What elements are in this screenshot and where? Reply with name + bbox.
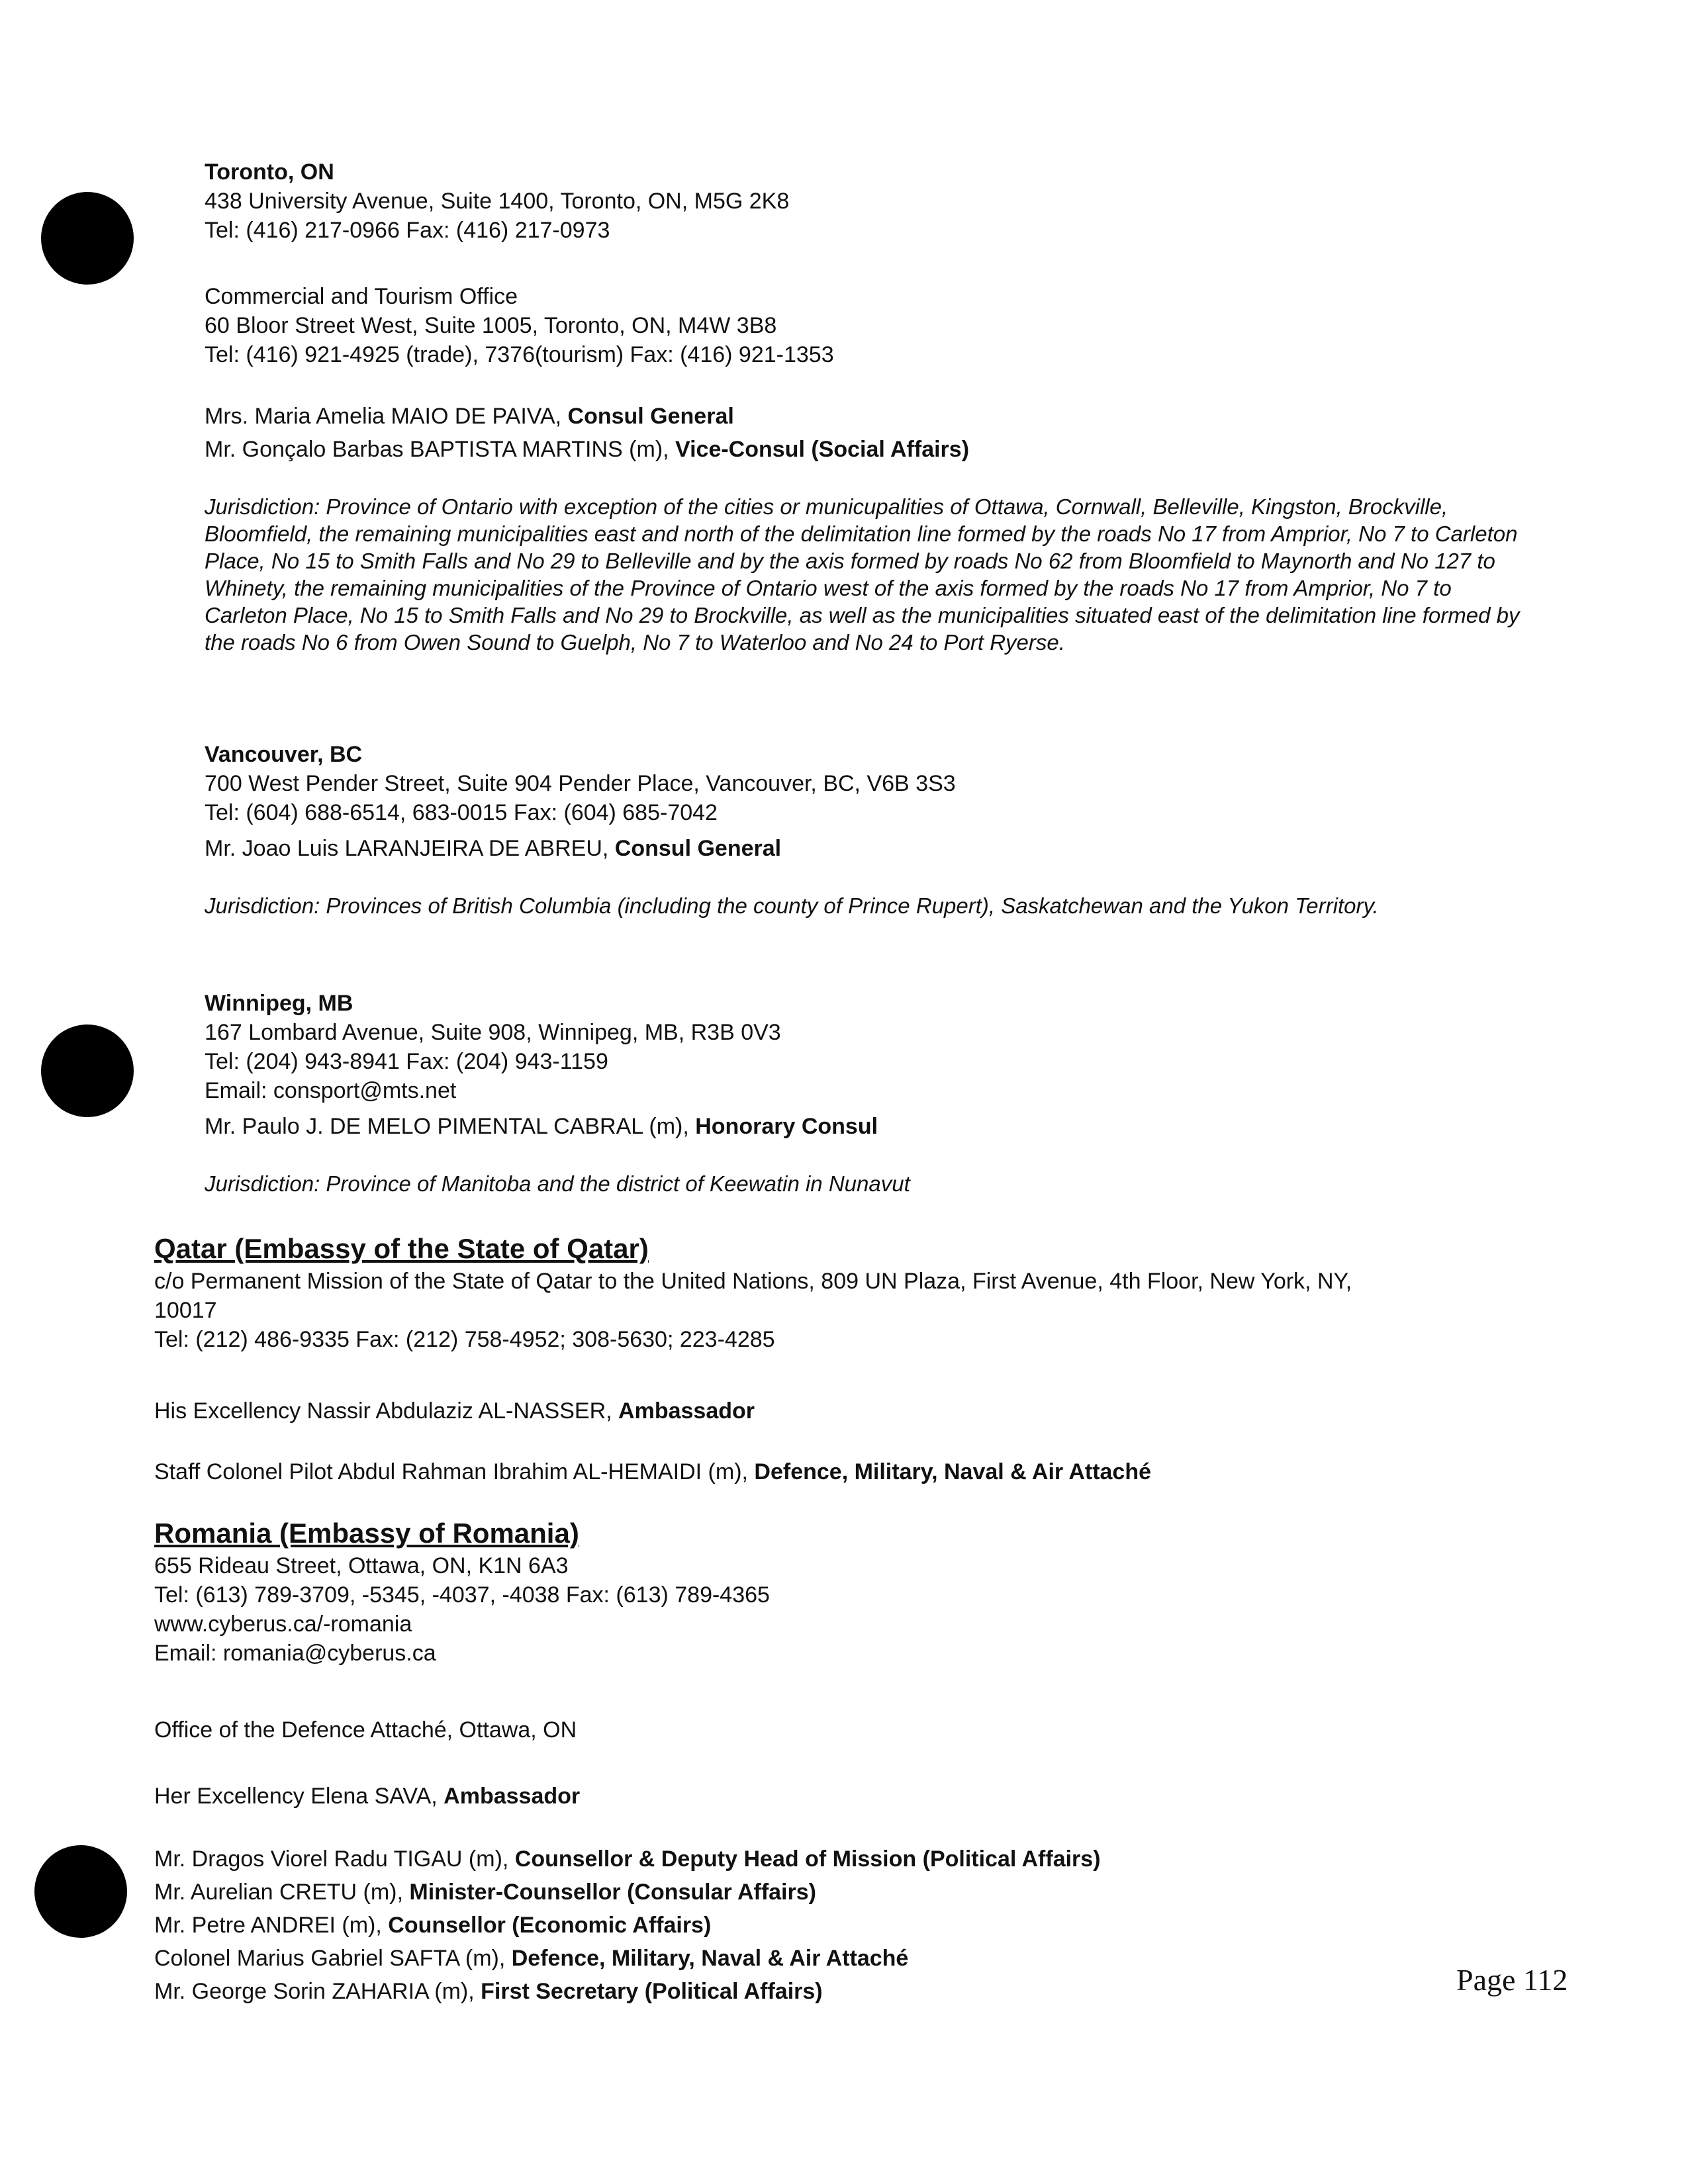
staff-entry	[154, 1975, 1101, 2008]
staff-entry	[205, 1112, 878, 1141]
consulate-address: 438 University Avenue, Suite 1400, Toronto, ON, M5G 2K8	[205, 189, 790, 214]
toronto-consulate	[205, 158, 789, 245]
winnipeg-consulate	[205, 989, 781, 1105]
staff-entry	[154, 1843, 1101, 1876]
consulate-city: Winnipeg, MB	[205, 991, 353, 1016]
qatar-attache	[154, 1457, 1151, 1486]
staff-entry	[154, 1396, 755, 1426]
toronto-commercial-office	[205, 282, 834, 369]
staff-title: Minister-Counsellor (Consular Affairs)	[409, 1880, 816, 1905]
consulate-email: Email: consport@mts.net	[205, 1078, 457, 1103]
winnipeg-staff	[205, 1112, 878, 1141]
qatar-ambassador	[154, 1396, 755, 1426]
punch-hole	[41, 1024, 134, 1117]
staff-title: Counsellor & Deputy Head of Mission (Political Affairs)	[514, 1846, 1101, 1872]
punch-hole	[41, 192, 134, 285]
staff-name: His Excellency Nassir Abdulaziz AL-NASSER,	[154, 1398, 619, 1424]
embassy-email: Email: romania@cyberus.ca	[154, 1641, 436, 1666]
office-name: Commercial and Tourism Office	[205, 284, 518, 309]
romania-section	[154, 1516, 770, 1668]
staff-entry	[205, 834, 781, 863]
winnipeg-jurisdiction: Jurisdiction: Province of Manitoba and the district of Keewatin in Nunavut	[205, 1171, 910, 1196]
staff-entry	[154, 1457, 1151, 1486]
country-heading: Romania (Embassy of Romania)	[154, 1518, 579, 1549]
staff-title: Consul General	[567, 404, 734, 429]
staff-title: Honorary Consul	[695, 1114, 878, 1139]
staff-entry	[154, 1876, 1101, 1909]
consulate-city: Vancouver, BC	[205, 742, 363, 767]
vancouver-staff	[205, 834, 781, 863]
staff-name: Mrs. Maria Amelia MAIO DE PAIVA,	[205, 404, 568, 429]
punch-hole	[34, 1845, 127, 1938]
staff-title: Ambassador	[618, 1398, 755, 1424]
staff-title: First Secretary (Political Affairs)	[481, 1979, 823, 2004]
vancouver-jurisdiction: Jurisdiction: Provinces of British Columbia (including the county of Prince Rupert), Saskatchewan and the Yukon Territory.	[205, 893, 1379, 918]
staff-name: Mr. Petre ANDREI (m),	[154, 1913, 389, 1938]
staff-title: Defence, Military, Naval & Air Attaché	[754, 1459, 1152, 1484]
staff-entry	[154, 1909, 1101, 1942]
staff-name: Her Excellency Elena SAVA,	[154, 1784, 444, 1809]
embassy-address: c/o Permanent Mission of the State of Qatar to the United Nations, 809 UN Plaza, First Avenue, 4th Floor, New York, NY,	[154, 1269, 1352, 1294]
staff-name: Colonel Marius Gabriel SAFTA (m),	[154, 1946, 512, 1971]
staff-title: Vice-Consul (Social Affairs)	[675, 437, 970, 462]
staff-entry	[205, 433, 969, 466]
defence-office: Office of the Defence Attaché, Ottawa, ON	[154, 1717, 577, 1743]
embassy-tel: Tel: (212) 486-9335 Fax: (212) 758-4952; 308-5630; 223-4285	[154, 1327, 775, 1352]
romania-staff	[154, 1843, 1101, 2008]
embassy-address: 10017	[154, 1298, 217, 1323]
consulate-address: 167 Lombard Avenue, Suite 908, Winnipeg, MB, R3B 0V3	[205, 1020, 781, 1045]
consulate-city: Toronto, ON	[205, 159, 334, 185]
qatar-section	[154, 1231, 1352, 1354]
romania-ambassador	[154, 1782, 580, 1811]
staff-title: Consul General	[614, 836, 782, 861]
office-tel: Tel: (416) 921-4925 (trade), 7376(tourism) Fax: (416) 921-1353	[205, 342, 834, 367]
staff-name: Mr. Joao Luis LARANJEIRA DE ABREU,	[205, 836, 615, 861]
embassy-address: 655 Rideau Street, Ottawa, ON, K1N 6A3	[154, 1553, 569, 1578]
staff-title: Defence, Military, Naval & Air Attaché	[511, 1946, 909, 1971]
vancouver-consulate	[205, 740, 956, 827]
toronto-jurisdiction: Jurisdiction: Province of Ontario with exception of the cities or municupalities of Ottawa, Cornwall, Belleville, Kingston, Brockville, Bloomfield, the remaining municipalities east and north of the delimitation line formed by the roads No 17 from Amprior, No 7 to Carleton Place, No 15 to Smith Falls and No 29 to Belleville and by the axis formed by roads No 62 from Bloomfield to Maynorth and No 127 to Whinety, the remaining municipalities of the Province of Ontario west of the axis formed by the roads No 17 from Amprior, No 7 to Carleton Place, No 15 to Smith Falls and No 29 to Brockville, as well as the municipalities situated east of the delimitation line formed by the roads No 6 from Owen Sound to Guelph, No 7 to Waterloo and No 24 to Port Ryerse.	[205, 494, 1520, 655]
staff-name: Mr. George Sorin ZAHARIA (m),	[154, 1979, 481, 2004]
toronto-staff	[205, 400, 969, 466]
consulate-tel: Tel: (204) 943-8941 Fax: (204) 943-1159	[205, 1049, 608, 1074]
staff-name: Mr. Paulo J. DE MELO PIMENTAL CABRAL (m),	[205, 1114, 696, 1139]
staff-name: Mr. Aurelian CRETU (m),	[154, 1880, 410, 1905]
embassy-website: www.cyberus.ca/-romania	[154, 1612, 412, 1637]
country-heading: Qatar (Embassy of the State of Qatar)	[154, 1233, 649, 1264]
staff-name: Mr. Dragos Viorel Radu TIGAU (m),	[154, 1846, 515, 1872]
staff-title: Ambassador	[444, 1784, 581, 1809]
embassy-tel: Tel: (613) 789-3709, -5345, -4037, -4038 Fax: (613) 789-4365	[154, 1582, 770, 1608]
consulate-tel: Tel: (604) 688-6514, 683-0015 Fax: (604) 685-7042	[205, 800, 718, 825]
page-number: Page 112	[1456, 1963, 1568, 1997]
office-address: 60 Bloor Street West, Suite 1005, Toronto, ON, M4W 3B8	[205, 313, 777, 338]
romania-defence-office	[154, 1715, 577, 1745]
staff-name: Staff Colonel Pilot Abdul Rahman Ibrahim AL-HEMAIDI (m),	[154, 1459, 755, 1484]
staff-entry	[154, 1782, 580, 1811]
staff-title: Counsellor (Economic Affairs)	[388, 1913, 712, 1938]
staff-name: Mr. Gonçalo Barbas BAPTISTA MARTINS (m),	[205, 437, 676, 462]
consulate-address: 700 West Pender Street, Suite 904 Pender Place, Vancouver, BC, V6B 3S3	[205, 771, 956, 796]
staff-entry	[205, 400, 969, 433]
staff-entry	[154, 1942, 1101, 1975]
consulate-tel: Tel: (416) 217-0966 Fax: (416) 217-0973	[205, 218, 610, 243]
